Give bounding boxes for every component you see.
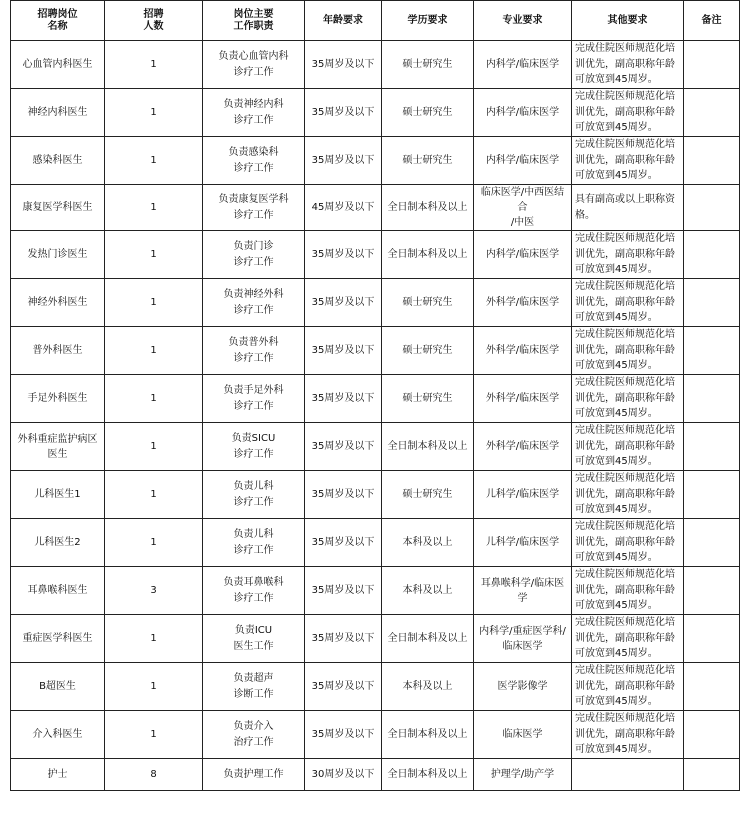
- notes-cell: [684, 89, 740, 137]
- major-cell: 内科学/临床医学: [474, 137, 572, 185]
- table-row: [11, 423, 740, 471]
- table-row: [11, 615, 740, 663]
- position-name-cell: 重症医学科医生: [11, 615, 105, 663]
- headcount-cell: 3: [105, 567, 203, 615]
- notes-cell: [684, 231, 740, 279]
- headcount-cell: 1: [105, 185, 203, 231]
- table-row: [11, 567, 740, 615]
- headcount-cell: 1: [105, 89, 203, 137]
- major-cell: 内科学/临床医学: [474, 231, 572, 279]
- header-education: 学历要求: [382, 1, 474, 41]
- notes-cell: [684, 759, 740, 791]
- other-requirements-cell: 具有副高或以上职称资格。: [572, 185, 684, 231]
- duties-cell: 负责护理工作: [203, 759, 305, 791]
- duties-cell: 负责心血管内科 诊疗工作: [203, 41, 305, 89]
- table-row: [11, 375, 740, 423]
- position-name-cell: 神经外科医生: [11, 279, 105, 327]
- other-requirements-cell: 完成住院医师规范化培训优先，副高职称年龄可放宽到45周岁。: [572, 327, 684, 375]
- notes-cell: [684, 185, 740, 231]
- header-notes: 备注: [684, 1, 740, 41]
- notes-cell: [684, 663, 740, 711]
- other-requirements-cell: 完成住院医师规范化培训优先，副高职称年龄可放宽到45周岁。: [572, 89, 684, 137]
- headcount-cell: 1: [105, 519, 203, 567]
- major-cell: 外科学/临床医学: [474, 423, 572, 471]
- header-row: [11, 1, 740, 41]
- notes-cell: [684, 41, 740, 89]
- position-name-cell: 普外科医生: [11, 327, 105, 375]
- header-age: 年龄要求: [305, 1, 382, 41]
- age-cell: 45周岁及以下: [305, 185, 382, 231]
- major-cell: 儿科学/临床医学: [474, 519, 572, 567]
- position-name-cell: 介入科医生: [11, 711, 105, 759]
- notes-cell: [684, 327, 740, 375]
- duties-cell: 负责感染科 诊疗工作: [203, 137, 305, 185]
- recruitment-table-container: [10, 0, 740, 791]
- education-cell: 硕士研究生: [382, 279, 474, 327]
- notes-cell: [684, 519, 740, 567]
- duties-cell: 负责SICU 诊疗工作: [203, 423, 305, 471]
- other-requirements-cell: [572, 759, 684, 791]
- major-cell: 临床医学/中西医结合 /中医: [474, 185, 572, 231]
- duties-cell: 负责儿科 诊疗工作: [203, 519, 305, 567]
- table-row: [11, 471, 740, 519]
- education-cell: 本科及以上: [382, 567, 474, 615]
- age-cell: 35周岁及以下: [305, 663, 382, 711]
- duties-cell: 负责耳鼻喉科 诊疗工作: [203, 567, 305, 615]
- other-requirements-cell: 完成住院医师规范化培训优先，副高职称年龄可放宽到45周岁。: [572, 711, 684, 759]
- position-name-cell: 耳鼻喉科医生: [11, 567, 105, 615]
- duties-cell: 负责神经内科 诊疗工作: [203, 89, 305, 137]
- education-cell: 本科及以上: [382, 663, 474, 711]
- notes-cell: [684, 615, 740, 663]
- major-cell: 护理学/助产学: [474, 759, 572, 791]
- age-cell: 35周岁及以下: [305, 41, 382, 89]
- notes-cell: [684, 375, 740, 423]
- other-requirements-cell: 完成住院医师规范化培训优先，副高职称年龄可放宽到45周岁。: [572, 519, 684, 567]
- education-cell: 硕士研究生: [382, 471, 474, 519]
- age-cell: 35周岁及以下: [305, 375, 382, 423]
- education-cell: 硕士研究生: [382, 89, 474, 137]
- duties-cell: 负责门诊 诊疗工作: [203, 231, 305, 279]
- education-cell: 全日制本科及以上: [382, 231, 474, 279]
- notes-cell: [684, 279, 740, 327]
- education-cell: 全日制本科及以上: [382, 423, 474, 471]
- duties-cell: 负责儿科 诊疗工作: [203, 471, 305, 519]
- major-cell: 内科学/临床医学: [474, 41, 572, 89]
- table-row: [11, 89, 740, 137]
- table-row: [11, 41, 740, 89]
- notes-cell: [684, 137, 740, 185]
- age-cell: 35周岁及以下: [305, 327, 382, 375]
- education-cell: 硕士研究生: [382, 137, 474, 185]
- position-name-cell: 康复医学科医生: [11, 185, 105, 231]
- position-name-cell: 感染科医生: [11, 137, 105, 185]
- education-cell: 本科及以上: [382, 519, 474, 567]
- duties-cell: 负责超声 诊断工作: [203, 663, 305, 711]
- header-position-name: 招聘岗位 名称: [11, 1, 105, 41]
- duties-cell: 负责ICU 医生工作: [203, 615, 305, 663]
- headcount-cell: 1: [105, 231, 203, 279]
- notes-cell: [684, 567, 740, 615]
- other-requirements-cell: 完成住院医师规范化培训优先，副高职称年龄可放宽到45周岁。: [572, 663, 684, 711]
- other-requirements-cell: 完成住院医师规范化培训优先，副高职称年龄可放宽到45周岁。: [572, 231, 684, 279]
- headcount-cell: 1: [105, 375, 203, 423]
- headcount-cell: 1: [105, 41, 203, 89]
- duties-cell: 负责手足外科 诊疗工作: [203, 375, 305, 423]
- table-row: [11, 711, 740, 759]
- education-cell: 全日制本科及以上: [382, 615, 474, 663]
- other-requirements-cell: 完成住院医师规范化培训优先，副高职称年龄可放宽到45周岁。: [572, 471, 684, 519]
- header-headcount: 招聘 人数: [105, 1, 203, 41]
- other-requirements-cell: 完成住院医师规范化培训优先，副高职称年龄可放宽到45周岁。: [572, 423, 684, 471]
- headcount-cell: 1: [105, 663, 203, 711]
- other-requirements-cell: 完成住院医师规范化培训优先，副高职称年龄可放宽到45周岁。: [572, 567, 684, 615]
- age-cell: 35周岁及以下: [305, 423, 382, 471]
- duties-cell: 负责普外科 诊疗工作: [203, 327, 305, 375]
- major-cell: 内科学/重症医学科/ 临床医学: [474, 615, 572, 663]
- other-requirements-cell: 完成住院医师规范化培训优先，副高职称年龄可放宽到45周岁。: [572, 615, 684, 663]
- other-requirements-cell: 完成住院医师规范化培训优先，副高职称年龄可放宽到45周岁。: [572, 137, 684, 185]
- position-name-cell: 手足外科医生: [11, 375, 105, 423]
- age-cell: 30周岁及以下: [305, 759, 382, 791]
- other-requirements-cell: 完成住院医师规范化培训优先，副高职称年龄可放宽到45周岁。: [572, 375, 684, 423]
- major-cell: 内科学/临床医学: [474, 89, 572, 137]
- table-row: [11, 663, 740, 711]
- major-cell: 临床医学: [474, 711, 572, 759]
- major-cell: 外科学/临床医学: [474, 279, 572, 327]
- header-other: 其他要求: [572, 1, 684, 41]
- position-name-cell: 神经内科医生: [11, 89, 105, 137]
- table-row: [11, 185, 740, 231]
- age-cell: 35周岁及以下: [305, 615, 382, 663]
- duties-cell: 负责介入 治疗工作: [203, 711, 305, 759]
- table-row: [11, 279, 740, 327]
- notes-cell: [684, 471, 740, 519]
- table-row: [11, 231, 740, 279]
- position-name-cell: B超医生: [11, 663, 105, 711]
- headcount-cell: 1: [105, 327, 203, 375]
- position-name-cell: 外科重症监护病区 医生: [11, 423, 105, 471]
- age-cell: 35周岁及以下: [305, 89, 382, 137]
- age-cell: 35周岁及以下: [305, 471, 382, 519]
- table-row: [11, 327, 740, 375]
- header-major: 专业要求: [474, 1, 572, 41]
- headcount-cell: 1: [105, 471, 203, 519]
- age-cell: 35周岁及以下: [305, 137, 382, 185]
- major-cell: 儿科学/临床医学: [474, 471, 572, 519]
- headcount-cell: 1: [105, 137, 203, 185]
- education-cell: 硕士研究生: [382, 41, 474, 89]
- duties-cell: 负责康复医学科 诊疗工作: [203, 185, 305, 231]
- age-cell: 35周岁及以下: [305, 519, 382, 567]
- headcount-cell: 8: [105, 759, 203, 791]
- age-cell: 35周岁及以下: [305, 231, 382, 279]
- other-requirements-cell: 完成住院医师规范化培训优先，副高职称年龄可放宽到45周岁。: [572, 279, 684, 327]
- position-name-cell: 儿科医生2: [11, 519, 105, 567]
- position-name-cell: 儿科医生1: [11, 471, 105, 519]
- position-name-cell: 心血管内科医生: [11, 41, 105, 89]
- duties-cell: 负责神经外科 诊疗工作: [203, 279, 305, 327]
- headcount-cell: 1: [105, 615, 203, 663]
- education-cell: 全日制本科及以上: [382, 711, 474, 759]
- age-cell: 35周岁及以下: [305, 567, 382, 615]
- age-cell: 35周岁及以下: [305, 711, 382, 759]
- position-name-cell: 发热门诊医生: [11, 231, 105, 279]
- major-cell: 外科学/临床医学: [474, 327, 572, 375]
- headcount-cell: 1: [105, 423, 203, 471]
- notes-cell: [684, 423, 740, 471]
- other-requirements-cell: 完成住院医师规范化培训优先，副高职称年龄可放宽到45周岁。: [572, 41, 684, 89]
- major-cell: 耳鼻喉科学/临床医学: [474, 567, 572, 615]
- education-cell: 硕士研究生: [382, 327, 474, 375]
- recruitment-table: [10, 0, 740, 791]
- header-duties: 岗位主要 工作职责: [203, 1, 305, 41]
- notes-cell: [684, 711, 740, 759]
- headcount-cell: 1: [105, 279, 203, 327]
- table-row: [11, 137, 740, 185]
- education-cell: 全日制本科及以上: [382, 759, 474, 791]
- major-cell: 医学影像学: [474, 663, 572, 711]
- major-cell: 外科学/临床医学: [474, 375, 572, 423]
- position-name-cell: 护士: [11, 759, 105, 791]
- education-cell: 硕士研究生: [382, 375, 474, 423]
- table-row: [11, 759, 740, 791]
- table-row: [11, 519, 740, 567]
- age-cell: 35周岁及以下: [305, 279, 382, 327]
- education-cell: 全日制本科及以上: [382, 185, 474, 231]
- headcount-cell: 1: [105, 711, 203, 759]
